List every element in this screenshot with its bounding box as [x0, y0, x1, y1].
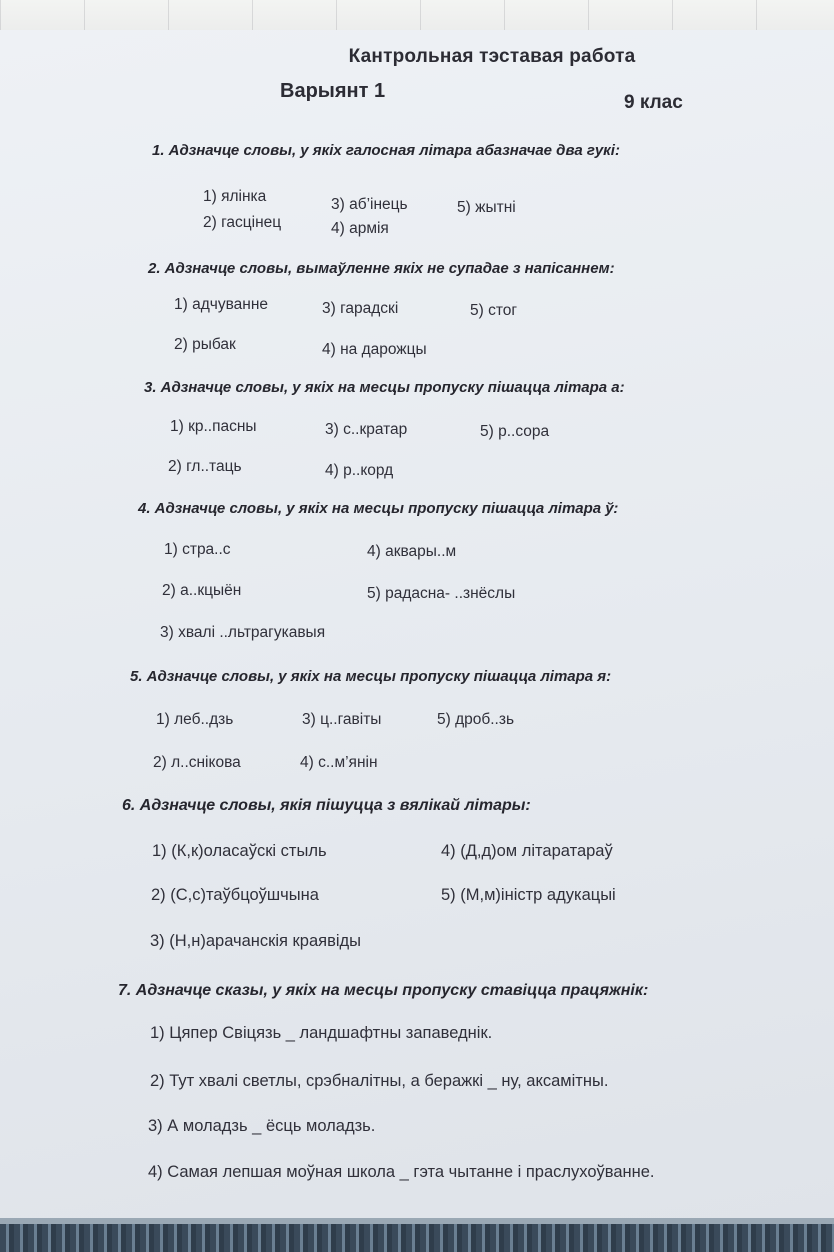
q4-option-4: 4) аквары..м: [367, 543, 457, 560]
q5-option-5: 5) дроб..зь: [437, 711, 515, 728]
q4-option-5: 5) радасна- ..знёслы: [367, 585, 516, 602]
q3-option-1: 1) кр..пасны: [170, 418, 257, 435]
q5-option-4: 4) с..м’янін: [300, 754, 378, 771]
question-5: 5. Адзначце словы, у якіх на месцы пропуску пішацца літара я:: [130, 668, 612, 685]
grade-label: 9 клас: [624, 92, 683, 113]
q7-option-3: 3) А моладзь _ ёсць моладзь.: [148, 1117, 376, 1135]
q6-option-2: 2) (С,с)таўбцоўшчына: [151, 886, 319, 904]
q4-option-2: 2) а..кцыён: [162, 582, 242, 599]
q6-option-4: 4) (Д,д)ом літаратараў: [441, 842, 613, 860]
question-4: 4. Адзначце словы, у якіх на месцы пропуску пішацца літара ў:: [138, 500, 619, 517]
question-2: 2. Адзначце словы, вымаўленне якіх не супадае з напісаннем:: [148, 260, 615, 277]
q5-option-1: 1) леб..дзь: [156, 711, 234, 728]
question-6: 6. Адзначце словы, якія пішуцца з вялікай літары:: [122, 797, 531, 814]
q4-option-3: 3) хвалі ..льтрагукавыя: [160, 624, 326, 641]
q1-option-3: 3) аб’інець: [331, 196, 408, 213]
bottom-strip-edge: [0, 1218, 834, 1224]
q2-option-5: 5) стог: [470, 302, 518, 319]
page-title: Кантрольная тэставая работа: [348, 46, 636, 67]
q6-option-3: 3) (Н,н)арачанскія краявіды: [150, 932, 361, 950]
q3-option-4: 4) р..корд: [325, 462, 394, 479]
q6-option-5: 5) (М,м)іністр адукацыі: [441, 886, 616, 904]
q3-option-2: 2) гл..таць: [168, 458, 242, 475]
question-3: 3. Адзначце словы, у якіх на месцы пропуску пішацца літара а:: [144, 379, 625, 396]
q4-option-1: 1) стра..с: [164, 541, 231, 558]
q2-option-2: 2) рыбак: [174, 336, 236, 353]
q1-option-1: 1) ялінка: [203, 188, 267, 205]
q7-option-2: 2) Тут хвалі светлы, срэбналітны, а беражкі _ ну, аксамітны.: [150, 1072, 609, 1090]
q5-option-3: 3) ц..гавіты: [302, 711, 382, 728]
variant-label: Варыянт 1: [280, 80, 386, 102]
q1-option-5: 5) жытні: [457, 199, 516, 216]
q7-option-4: 4) Самая лепшая моўная школа _ гэта чытанне і праслухоўванне.: [148, 1163, 655, 1181]
q1-option-4: 4) армія: [331, 220, 389, 237]
q2-option-1: 1) адчуванне: [174, 296, 268, 313]
q6-option-1: 1) (К,к)оласаўскі стыль: [152, 842, 327, 860]
q7-option-1: 1) Цяпер Свіцязь _ ландшафтны запаведнік.: [150, 1024, 493, 1042]
bottom-binder-strip: [0, 1218, 834, 1252]
q2-option-3: 3) гарадскі: [322, 300, 399, 317]
question-1: 1. Адзначце словы, у якіх галосная літара абазначае два гукі:: [152, 142, 620, 159]
q1-option-2: 2) гасцінец: [203, 214, 282, 231]
q3-option-3: 3) с..кратар: [325, 421, 408, 438]
q2-option-4: 4) на дарожцы: [322, 341, 427, 358]
question-7: 7. Адзначце сказы, у якіх на месцы пропуску ставіцца працяжнік:: [118, 982, 649, 999]
q5-option-2: 2) л..снікова: [153, 754, 241, 771]
q3-option-5: 5) р..сора: [480, 423, 550, 440]
